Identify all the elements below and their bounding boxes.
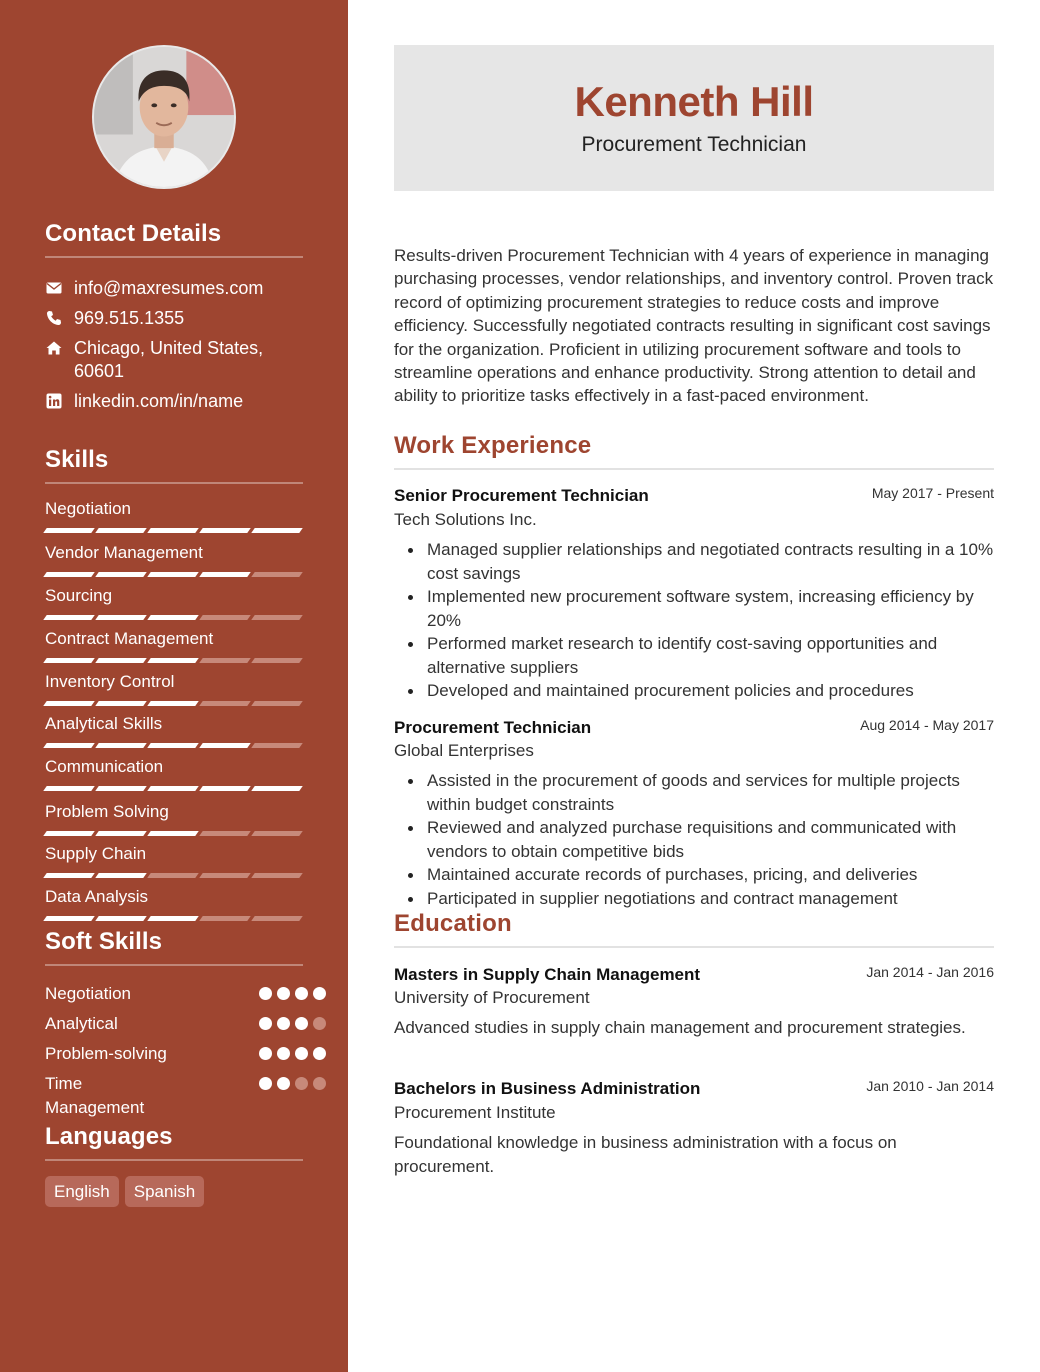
rating-dot	[313, 1047, 326, 1060]
skill-level-segment	[251, 916, 303, 921]
skill-level-segment	[43, 528, 95, 533]
soft-skill-rating	[259, 1077, 326, 1090]
skill-level-segment	[95, 786, 147, 791]
skill-name: Data Analysis	[45, 887, 148, 906]
soft-skill-item	[45, 982, 303, 1008]
job-bullet: Performed market research to identify cost-saving opportunities and alternative suppliers	[394, 632, 994, 679]
skill-level-segment	[147, 916, 199, 921]
skill-item	[45, 802, 303, 836]
skill-level-segment	[251, 658, 303, 663]
phone-icon	[45, 309, 63, 327]
skill-item	[45, 586, 303, 620]
contact-phone-text[interactable]: 969.515.1355	[74, 308, 185, 328]
soft-skill-rating	[259, 1047, 326, 1060]
skill-level-segment	[251, 786, 303, 791]
skill-level-bar	[45, 701, 303, 706]
skill-level-segment	[199, 743, 251, 748]
rating-dot	[313, 1017, 326, 1030]
job-bullet: Maintained accurate records of purchases, pricing, and deliveries	[394, 863, 994, 887]
profile-photo	[94, 47, 234, 187]
skill-level-segment	[147, 615, 199, 620]
skill-level-bar	[45, 873, 303, 878]
skill-level-segment	[43, 831, 95, 836]
contact-phone[interactable]	[45, 307, 303, 330]
skill-level-segment	[95, 916, 147, 921]
skill-level-segment	[43, 615, 95, 620]
skill-level-segment	[251, 615, 303, 620]
skill-level-segment	[251, 701, 303, 706]
job-bullet: Participated in supplier negotiations and contract management	[394, 887, 994, 911]
skill-item	[45, 499, 303, 533]
skill-level-segment	[251, 572, 303, 577]
job-bullet: Assisted in the procurement of goods and services for multiple projects within budget constraints	[394, 769, 994, 816]
soft-skill-item	[45, 1042, 303, 1068]
degree-title: Masters in Supply Chain Management	[394, 965, 701, 984]
home-icon	[45, 339, 63, 357]
profile-summary: Results-driven Procurement Technician with 4 years of experience in managing purchasing processes, vendor relationships, and inventory control. Proven track record of optimizing procurement strategies to reduce costs and improve efficiency. Successfully negotiated contracts resulting in significant cost savings for the organization. Proficient in utilizing procurement software and tools to streamline operations and enhance productivity. Strong attention to detail and ability to prioritize tasks effectively in a fast-paced environment.	[394, 246, 994, 406]
rating-dot	[277, 987, 290, 1000]
soft-skills-heading: Soft Skills	[45, 928, 303, 966]
skill-level-segment	[43, 786, 95, 791]
skill-name: Problem Solving	[45, 802, 169, 821]
degree-dates: Jan 2014 - Jan 2016	[866, 964, 994, 980]
candidate-name: Kenneth Hill	[574, 78, 814, 125]
skill-level-segment	[199, 528, 251, 533]
job-company: Tech Solutions Inc.	[394, 510, 537, 529]
skill-level-segment	[147, 572, 199, 577]
job-bullet: Reviewed and analyzed purchase requisitions and communicated with vendors to obtain competitive bids	[394, 816, 994, 863]
job-bullets	[394, 769, 994, 910]
soft-skill-rating	[259, 987, 326, 1000]
soft-skill-name: Time Management	[45, 1074, 145, 1117]
contact-email-text[interactable]: info@maxresumes.com	[74, 278, 264, 298]
skill-level-segment	[199, 658, 251, 663]
education-heading: Education	[394, 910, 994, 948]
skills-heading: Skills	[45, 446, 303, 484]
soft-skill-item	[45, 1012, 303, 1038]
contact-email[interactable]	[45, 277, 303, 300]
degree-description: Advanced studies in supply chain management and procurement strategies.	[394, 1018, 966, 1037]
skill-level-segment	[199, 701, 251, 706]
skill-level-segment	[95, 743, 147, 748]
job-dates: Aug 2014 - May 2017	[860, 717, 994, 733]
skill-item	[45, 844, 303, 878]
skill-level-segment	[147, 786, 199, 791]
rating-dot	[295, 1047, 308, 1060]
skill-level-bar	[45, 786, 303, 791]
name-header	[394, 45, 994, 191]
school-name: University of Procurement	[394, 988, 590, 1007]
skill-level-segment	[95, 615, 147, 620]
skill-level-segment	[199, 572, 251, 577]
rating-dot	[313, 987, 326, 1000]
skill-level-segment	[251, 873, 303, 878]
skill-level-segment	[43, 916, 95, 921]
skill-level-segment	[147, 873, 199, 878]
skill-item	[45, 714, 303, 748]
skill-level-bar	[45, 528, 303, 533]
rating-dot	[259, 1017, 272, 1030]
skill-level-segment	[199, 615, 251, 620]
skill-level-segment	[199, 786, 251, 791]
skill-level-bar	[45, 916, 303, 921]
school-name: Procurement Institute	[394, 1103, 556, 1122]
skill-level-segment	[43, 701, 95, 706]
soft-skill-item	[45, 1072, 303, 1120]
degree-title: Bachelors in Business Administration	[394, 1079, 701, 1098]
skill-level-segment	[43, 743, 95, 748]
job-bullet: Developed and maintained procurement policies and procedures	[394, 679, 994, 703]
language-tag: Spanish	[125, 1176, 204, 1207]
skill-name: Contract Management	[45, 629, 214, 648]
skill-level-segment	[95, 831, 147, 836]
skill-level-segment	[147, 831, 199, 836]
skill-level-bar	[45, 658, 303, 663]
skill-level-segment	[95, 658, 147, 663]
rating-dot	[277, 1017, 290, 1030]
skill-level-segment	[43, 873, 95, 878]
rating-dot	[277, 1047, 290, 1060]
contact-heading: Contact Details	[45, 220, 303, 258]
skill-level-segment	[147, 658, 199, 663]
skill-level-segment	[43, 658, 95, 663]
skill-level-segment	[147, 743, 199, 748]
skill-level-segment	[95, 572, 147, 577]
skill-name: Vendor Management	[45, 543, 203, 562]
skill-item	[45, 629, 303, 663]
languages-list	[45, 1176, 204, 1207]
skill-item	[45, 887, 303, 921]
skill-level-segment	[43, 572, 95, 577]
candidate-title: Procurement Technician	[581, 133, 807, 156]
skill-level-bar	[45, 831, 303, 836]
skill-level-bar	[45, 743, 303, 748]
languages-heading: Languages	[45, 1123, 303, 1161]
contact-address	[45, 337, 303, 383]
degree-dates: Jan 2010 - Jan 2014	[866, 1078, 994, 1094]
skill-item	[45, 757, 303, 791]
skill-level-segment	[251, 528, 303, 533]
skill-level-segment	[95, 701, 147, 706]
work-experience-heading: Work Experience	[394, 432, 994, 470]
contact-linkedin-text[interactable]: linkedin.com/in/name	[74, 391, 244, 411]
skill-level-segment	[199, 873, 251, 878]
skill-item	[45, 672, 303, 706]
rating-dot	[295, 1017, 308, 1030]
rating-dot	[295, 987, 308, 1000]
sidebar	[0, 0, 348, 1372]
job-title: Senior Procurement Technician	[394, 486, 649, 505]
skill-level-segment	[95, 528, 147, 533]
envelope-icon	[45, 279, 63, 297]
skill-level-segment	[251, 743, 303, 748]
language-tag: English	[45, 1176, 119, 1207]
skill-name: Inventory Control	[45, 672, 175, 691]
skill-level-segment	[147, 701, 199, 706]
soft-skill-rating	[259, 1017, 326, 1030]
skill-name: Supply Chain	[45, 844, 147, 863]
skill-level-bar	[45, 615, 303, 620]
skill-name: Sourcing	[45, 586, 113, 605]
skill-name: Negotiation	[45, 499, 132, 518]
skill-name: Analytical Skills	[45, 714, 163, 733]
skill-level-segment	[147, 528, 199, 533]
rating-dot	[295, 1077, 308, 1090]
rating-dot	[259, 1047, 272, 1060]
avatar	[92, 45, 236, 189]
contact-address-text: Chicago, United States, 60601	[74, 338, 264, 381]
degree-description: Foundational knowledge in business administration with a focus on procurement.	[394, 1133, 897, 1176]
job-bullets	[394, 538, 994, 703]
job-company: Global Enterprises	[394, 741, 534, 760]
rating-dot	[259, 987, 272, 1000]
soft-skill-name: Problem-solving	[45, 1044, 167, 1063]
skill-level-segment	[251, 831, 303, 836]
job-bullet: Implemented new procurement software system, increasing efficiency by 20%	[394, 585, 994, 632]
job-dates: May 2017 - Present	[871, 485, 994, 501]
linkedin-icon	[45, 392, 63, 410]
job-title: Procurement Technician	[394, 718, 592, 737]
skill-level-segment	[199, 916, 251, 921]
soft-skill-name: Negotiation	[45, 984, 132, 1003]
job-bullet: Managed supplier relationships and negotiated contracts resulting in a 10% cost savings	[394, 538, 994, 585]
rating-dot	[277, 1077, 290, 1090]
skill-level-bar	[45, 572, 303, 577]
rating-dot	[313, 1077, 326, 1090]
contact-linkedin[interactable]	[45, 390, 303, 413]
rating-dot	[259, 1077, 272, 1090]
skill-item	[45, 543, 303, 577]
soft-skill-name: Analytical	[45, 1014, 118, 1033]
skill-level-segment	[199, 831, 251, 836]
skill-level-segment	[95, 873, 147, 878]
skill-name: Communication	[45, 757, 164, 776]
